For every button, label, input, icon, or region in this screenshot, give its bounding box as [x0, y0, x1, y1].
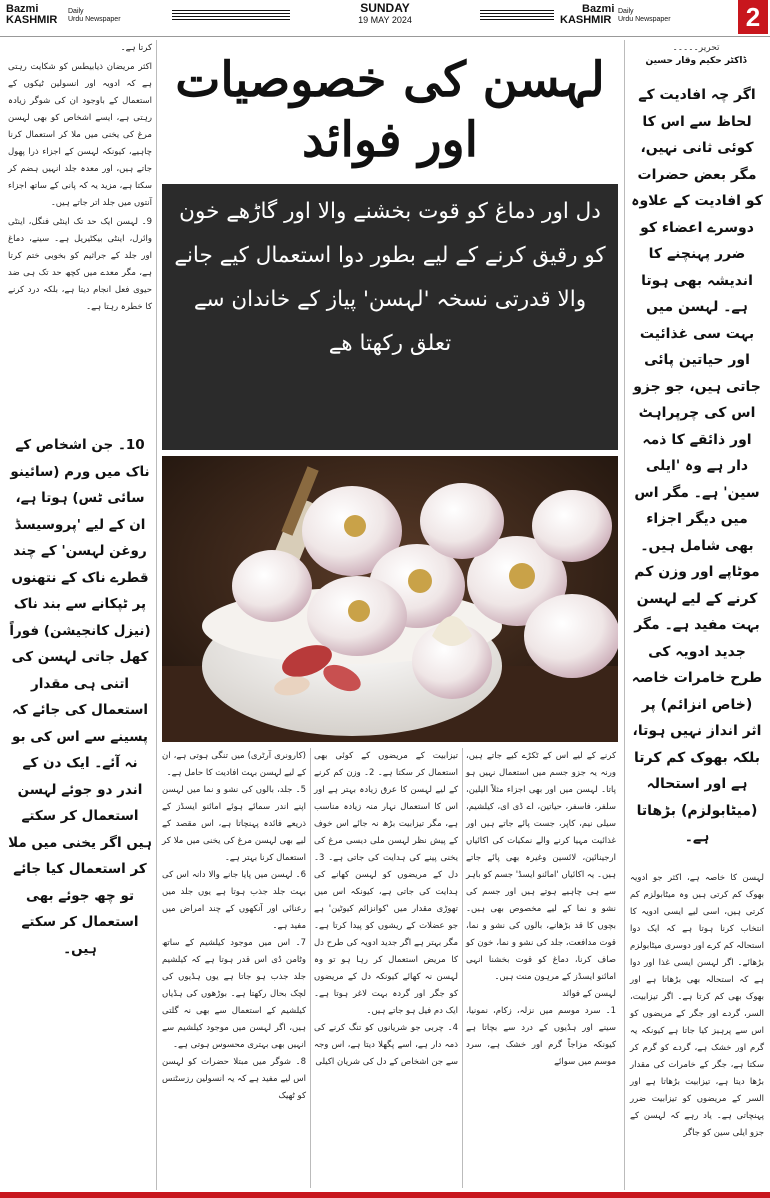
masthead-rule-left [172, 10, 290, 20]
author-label: تحریر۔۔۔۔۔ [672, 43, 720, 53]
left-paragraph-3: 9۔ لہسن ایک حد تک اینٹی فنگل، اینٹی وائرل، اینٹی بیکٹیریل ہے۔ سینے، دماغ اور جلد کے جراثیم کو بخوبی ختم کرتا ہے، مگر معدے میں کچھ حد تک ہی ضد حیوی فعل انجام دیتا ہے، بلکہ درد کرنے کا خطرہ رہتا ہے۔ [8, 217, 152, 312]
right-column-bold-text: اگر چہ افادیت کے لحاظ سے اس کا کوئی ثانی نہیں، مگر بعض حضرات کو افادیت کے علاوہ دوسرے اعضاء کو ضرر پہنچنے کا اندیشہ بھی ہوتا ہے۔ لہسن میں بہت سی غذائیت اور حیاتین پائی جاتی ہیں، جو جزو اس کی چرپراہٹ اور ذائقے کا ذمہ دار ہے وہ 'ایلی سین' ہے۔ مگر اس میں دیگر اجزاء بھی شامل ہیں۔ موٹاپے اور وزن کم کرنے کے لیے لہسن بہت مفید ہے۔ مگر جدید ادویہ کی طرح خامرات خاصہ (خاص انزائم) پر اثر انداز نہیں ہوتا، بلکہ بھوک کم کرتا ہے اور استحالہ (میٹابولزم) بڑھاتا ہے۔ [631, 87, 763, 845]
brand-right [560, 3, 671, 26]
garlic-illustration [162, 456, 618, 742]
author-credit [636, 42, 756, 68]
issue-date-text: 19 MAY 2024 [358, 15, 412, 25]
issue-date [290, 2, 480, 26]
column-divider-right [624, 40, 625, 1190]
brand-tagline-urdu-right: Urdu Newspaper [618, 16, 671, 23]
left-paragraph-2: اکثر مریضان ذیابیطس کو شکایت رہتی ہے کہ ادویہ اور انسولین ٹیکوں کے استعمال کے باوجود ان کی شوگر زیادہ رہتی ہے، ایسے اشخاص کو بھی لہسن مرغ کی یخنی میں ملا کر استعمال کرنا چاہیے، کیونکہ لہسن کے اجزاء ذرا پھول جاتے ہیں، اور معدہ جلد انہیں ہضم کر سکتا ہے، مزید یہ کہ پانی کے ساتھ اجزاء آنتوں میں جلد اتر جاتے ہیں۔ [8, 62, 152, 208]
left-paragraph-1: کرتا ہے۔ [120, 43, 152, 53]
footer-bar [0, 1192, 770, 1198]
left-column-text [8, 40, 152, 318]
author-name: ڈاکٹر حکیم وقار حسین [645, 56, 747, 66]
article-headline: لہسن کی خصوصیات اور فوائد [175, 52, 605, 168]
body-divider-2 [310, 748, 311, 1188]
brand-tagline [68, 8, 121, 24]
body-column-b: تیزابیت کے مریضوں کے کوئی بھی استعمال کر سکتا ہے۔ 2۔ وزن کم کرنے کے لیے لہسن کا عرق زیادہ بہتر ہے اور اس کا استعمال نہار منہ زیادہ مناسب ہے، مگر تیزابیت بڑھ نہ جائے اس خوف کے پیش نظر لہسن ملی دیسی مرغ کی یخنی پینے کی ہدایت کی جاتی ہے۔ 3۔ دل کے مریضوں کو لہسن کھانے کی ہدایت کی جاتی ہے، کیونکہ اس میں تھوڑی مقدار میں 'کوانزائم کیوٹین' ہے جو عضلات کے ریشوں کو پیدا کرتا ہے۔ مگر بہتر ہے اگر جدید ادویہ کی طرح دل کا مریض استعمال کر رہا ہو تو وہ لہسن نہ کھائے کیونکہ دل کے مریضوں کو جگر اور گردہ بہت لاغر ہوتا ہے۔ ایک دم فیل ہو جاتے ہیں۔ 4۔ چربی جو شریانوں کو تنگ کرنے کی ذمہ دار ہے، اسے پگھلا دیتا ہے، اس وجہ سے جن اشخاص کے دل کی شریان اکیلی [314, 751, 458, 1067]
brand-name-line2: KASHMIR [6, 14, 58, 26]
brand-tagline-daily: Daily [68, 8, 84, 15]
brand-tagline-daily-right: Daily [618, 8, 634, 15]
body-column-c: (کارونری آرٹری) میں تنگی ہوتی ہے، ان کے لیے لہسن بہت افادیت کا حامل ہے۔ 5۔ جلد، بالوں کی نشو و نما میں لہسن اپنے اندر سمائے ہوئے امائنو ایسڈز کے ذریعے فائدہ پہنچاتا ہے، اس مقصد کے لیے بھی لہسن مرغ کی یخنی میں ملا کر استعمال کرنا بہتر ہے۔ 6۔ لہسن میں پایا جانے والا دانہ اس کی بہت جلد جذب ہوتا ہے یوں جلد میں رعنائی اور آنکھوں کے چند امراض میں مفید ہے۔ 7۔ اس میں موجود کیلشیم کے ساتھ وٹامن ڈی اس قدر ہوتا ہے کہ کیلشیم جلد جذب ہو جاتا ہے یوں ہڈیوں کی لچک بحال رکھتا ہے۔ بوڑھوں کی ہڈیاں کیلشیم کے استعمال سے بھی نہ گلتی ہیں، اگر لہسن میں موجود کیلشیم سے انہیں بھی بہتری محسوس ہوتی ہے۔ 8۔ شوگر میں مبتلا حضرات کو لہسن اس لیے مفید ہے کہ یہ انسولین رزسٹنس کو ٹھیک [162, 751, 306, 1101]
left-column-bold-text: 10۔ جن اشخاص کے ناک میں ورم (سائینو سائی ٹس) ہوتا ہے، ان کے لیے 'پروسیسڈ روغن لہسن' کے چند قطرے ناک کے نتھنوں پر ٹپکانے سے بند ناک (نیزل کانجیشن) فوراً کھل جاتی لہسن کی اتنی ہی مقدار استعمال کی جائے کہ پسینے سے اس کی بو نہ آئے۔ ایک دن کے اندر دو جوئے لہسن استعمال کر سکتے ہیں اگر یخنی میں ملا کر استعمال کیا جائے تو چھ جوئے بھی استعمال کر سکتے ہیں۔ [8, 437, 152, 957]
article-highlight: دل اور دماغ کو قوت بخشنے والا اور گاڑھے خون کو رقیق کرنے کے لیے بطور دوا استعمال کیے جانے والا قدرتی نسخہ 'لہسن' پیاز کے خاندان سے تعلق رکھتا ھے [162, 184, 618, 450]
issue-day: SUNDAY [360, 1, 410, 15]
right-column-small-text: لہسن کا خاصہ ہے، اکثر جو ادویہ بھوک کم کرتی ہیں وہ میٹابولزم کم کرتی ہیں، اسی لیے ایسی ادویہ کا انتخاب کرنا ہوتا ہے کہ ایک دوا استحالہ کم کرے اور دوسری میٹابولزم بڑھائے۔ اگر لہسن ایسی غذا اور دوا ہے کہ استحالہ بھی بڑھاتا ہے اور بھوک بھی کم کرتا ہے۔ اگر تیزابیت، السر، گردے اور جگر کے مریضوں کو اس سے پرہیز کیا جاتا ہے کیونکہ یہ گرم اور خشک ہے، گردے کو گرم کر سکتا ہے، جگر کے خامرات کی مقدار بڑھا دیتا ہے، تیزابیت بڑھاتا ہے اور السر کے مریضوں کو تیزابیت ضرر پہنچاتی ہے۔ یاد رہے کہ لہسن کے جزو ایلی سین کو جاگر [630, 873, 764, 1138]
body-divider-1 [462, 748, 463, 1188]
masthead-rule-right [480, 10, 554, 20]
masthead-divider [0, 36, 770, 37]
brand-tagline-urdu: Urdu Newspaper [68, 16, 121, 23]
brand-name-line1-right: Bazmi [582, 3, 615, 15]
masthead [0, 0, 770, 36]
brand-left [6, 3, 121, 26]
column-divider-left [156, 40, 157, 1190]
brand-name-line1: Bazmi [6, 3, 39, 15]
brand-tagline-right [618, 8, 671, 24]
body-column-a: کرنے کے لیے اس کے ٹکڑے کیے جاتے ہیں، ورنہ یہ جزو جسم میں استعمال نہیں ہو پاتا۔ لہسن میں اور بھی اجزاء مثلاً الیلین، سلفر، فاسفر، حیاتین، اے ڈی ای، کیلشیم، سیلی نیم، کاپر، جست پائے جاتے ہیں اور غذائیت مہیا کرنے والے نمکیات کی اکائیاں ارجینائین، لائسین وغیرہ بھی پائے جاتے ہیں۔ یہ اکائیاں 'امائنو ایسڈ' جسم کو باہر سے ہی چاہیے ہوتے ہیں اور جسم کی نشو و نما کے لیے مخصوص بھی ہیں۔ بچوں کا قد بڑھانے، بالوں کی نشو و نما، قوت مدافعت، جلد کی نشو و نما، خون کو صاف کرنا، دماغ کو قوت بخشنا انہی امائنو ایسڈز کے مرہون منت ہیں۔ لہسن کے فوائد 1۔ سرد موسم میں نزلہ، زکام، نمونیا، سینے اور ہڈیوں کے درد سے بچاتا ہے کیونکہ مزاجاً گرم اور خشک ہے، سرد موسم میں سوائے [466, 751, 616, 1067]
garlic-photo [162, 456, 618, 742]
page-number: 2 [738, 0, 768, 34]
brand-name-line2-right: KASHMIR [560, 14, 612, 26]
